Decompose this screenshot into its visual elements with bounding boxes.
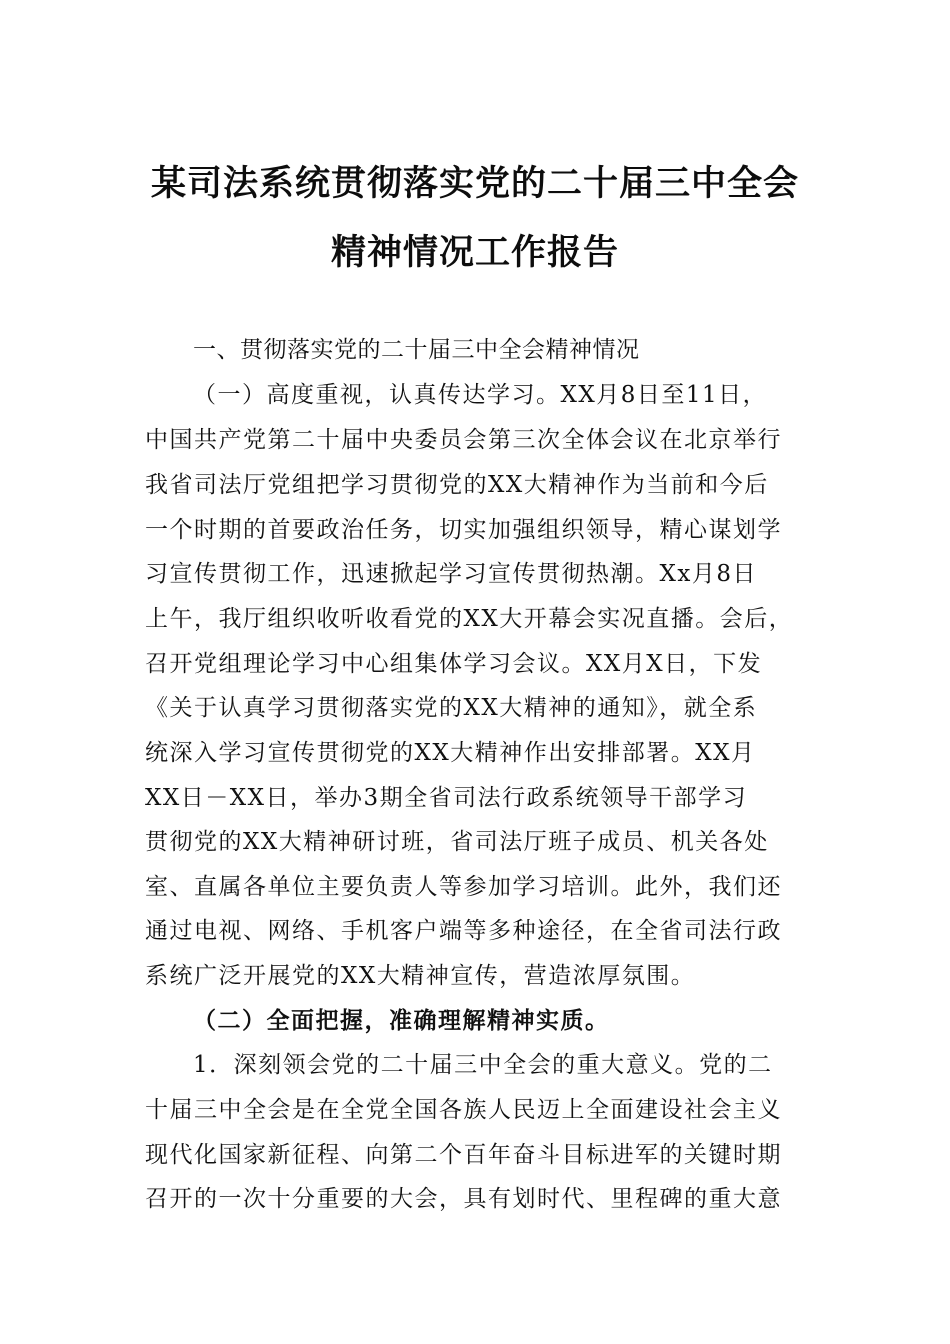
paragraph-1-line: 室、直属各单位主要负责人等参加学习培训。此外，我们还 bbox=[145, 874, 782, 900]
subsection-2-heading: （二）全面把握，准确理解精神实质。 bbox=[193, 1007, 610, 1034]
paragraph-1-line: 贯彻党的XX大精神研讨班，省司法厅班子成员、机关各处 bbox=[145, 829, 769, 855]
paragraph-1-line: XX日－XX日，举办3期全省司法行政系统领导干部学习 bbox=[145, 785, 748, 811]
paragraph-1-line: 《关于认真学习贯彻落实党的XX大精神的通知》，就全系 bbox=[145, 695, 758, 721]
paragraph-1-line: 上午，我厅组织收听收看党的XX大开幕会实况直播。会后， bbox=[145, 606, 794, 632]
paragraph-1-line: 系统广泛开展党的XX大精神宣传，营造浓厚氛围。 bbox=[145, 963, 696, 989]
paragraph-1-line: 一个时期的首要政治任务，切实加强组织领导，精心谋划学 bbox=[145, 517, 782, 543]
section-1-heading: 一、贯彻落实党的二十届三中全会精神情况 bbox=[193, 337, 640, 363]
paragraph-2-line: 现代化国家新征程、向第二个百年奋斗目标进军的关键时期 bbox=[145, 1142, 782, 1168]
paragraph-1-line: 召开党组理论学习中心组集体学习会议。XX月X日，下发 bbox=[145, 651, 763, 677]
paragraph-2-line: 十届三中全会是在全党全国各族人民迈上全面建设社会主义 bbox=[145, 1097, 782, 1123]
paragraph-2-line: 召开的一次十分重要的大会，具有划时代、里程碑的重大意 bbox=[145, 1186, 782, 1212]
paragraph-1-line: 我省司法厅党组把学习贯彻党的XX大精神作为当前和今后 bbox=[145, 472, 769, 498]
paragraph-1-line: 中国共产党第二十届中央委员会第三次全体会议在北京举行 bbox=[145, 427, 782, 453]
paragraph-1-line: 习宣传贯彻工作，迅速掀起学习宣传贯彻热潮。Xx月8日 bbox=[145, 561, 757, 587]
paragraph-1-line: 统深入学习宣传贯彻党的XX大精神作出安排部署。XX月 bbox=[145, 740, 756, 766]
paragraph-2-line: 1．深刻领会党的二十届三中全会的重大意义。党的二 bbox=[193, 1052, 773, 1078]
document-title-line-2: 精神情况工作报告 bbox=[330, 232, 619, 273]
paragraph-1-line: 通过电视、网络、手机客户端等多种途径，在全省司法行政 bbox=[145, 918, 782, 944]
document-title-line-1: 某司法系统贯彻落实党的二十届三中全会 bbox=[150, 163, 799, 204]
paragraph-1-line: （一）高度重视，认真传达学习。XX月8日至11日， bbox=[193, 382, 768, 408]
